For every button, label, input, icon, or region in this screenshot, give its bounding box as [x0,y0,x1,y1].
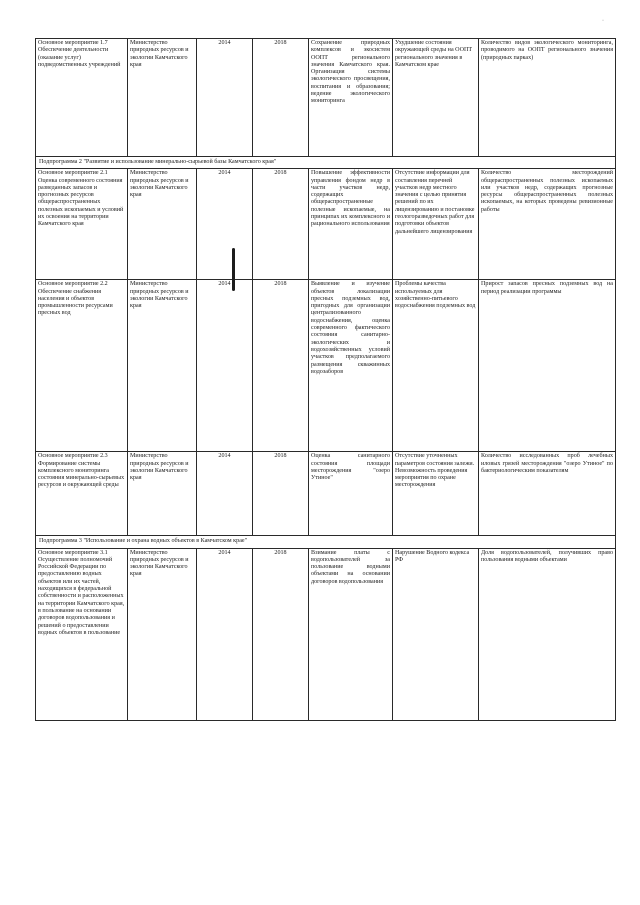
indicator-cell: Количество исследованных проб лечебных иловых грязей месторождения "озеро Утиное" по бактериологическим показателям [479,452,616,536]
executor-cell: Министерство природных ресурсов и экологии Камчатского края [128,548,197,720]
result-cell: Оценка санитарного состояния площади месторождения "озеро Утиное" [309,452,393,536]
start-year-cell: 2014 [197,548,253,720]
event-cell: Основное мероприятие 2.3 Формирование системы комплексного мониторинга состояния минерально-сырьевых ресурсов и окружающей среды [36,452,128,536]
table-row [36,452,616,536]
consequence-cell: Нарушение Водного кодекса РФ [393,548,479,720]
end-year-cell: 2018 [253,169,309,280]
event-cell: Основное мероприятие 2.2 Обеспечение снабжения населения и объектов промышленности ресурсами пресных вод [36,280,128,452]
end-year-cell: 2018 [253,39,309,157]
event-cell: Основное мероприятие 3.1 Осуществление полномочий Российской Федерации по предоставлению водных объектов или их частей, находящихся в федеральной собственности и расположенных на территории Камчатского края, в пользование на основании договоров водопользования и решений о предоставлении водных объектов в пользование [36,548,128,720]
start-year-cell: 2014 [197,452,253,536]
end-year-cell: 2018 [253,452,309,536]
table-row [36,169,616,280]
subprogram-row [36,157,616,169]
consequence-cell: Проблемы качества используемых для хозяйственно-питьевого водоснабжения подземных вод [393,280,479,452]
subprogram-title: Подпрограмма 2 "Развитие и использование минерально-сырьевой базы Камчатского края" [36,157,616,169]
pen-stroke-mark [232,248,235,291]
indicator-cell: Прирост запасов пресных подземных вод на период реализации программы [479,280,616,452]
start-year-cell: 2014 [197,39,253,157]
event-cell: Основное мероприятие 2.1 Оценка современного состояния разведанных запасов и прогнозных ресурсов общераспространенных полезных ископаемых и условий их освоения на территории Камчатского края [36,169,128,280]
end-year-cell: 2018 [253,548,309,720]
consequence-cell: Отсутствие уточненных параметров состояния залежи. Невозможность проведения мероприятия по охране месторождения [393,452,479,536]
start-year-cell: 2014 [197,169,253,280]
indicator-cell: Количество видов экологического мониторинга, проводимого на ООПТ регионального значения (природных парках) [479,39,616,157]
program-events-table [35,38,616,721]
executor-cell: Министерство природных ресурсов и экологии Камчатского края [128,39,197,157]
table-row [36,280,616,452]
result-cell: Взимание платы с водопользователей за пользование водными объектами на основании договоров водопользования [309,548,393,720]
event-cell: Основное мероприятие 1.7 Обеспечение деятельности (оказание услуг) подведомственных учреждений [36,39,128,157]
result-cell [309,39,393,157]
table-row [36,39,616,157]
start-year-cell: 2014 [197,280,253,452]
executor-cell: Министерство природных ресурсов и экологии Камчатского края [128,169,197,280]
executor-cell: Министерство природных ресурсов и экологии Камчатского края [128,452,197,536]
consequence-cell: Отсутствие информации для составления перечней участков недр местного значения с целью принятия решений по их лицензированию и постановке геологоразведочных работ для подготовки объектов дальнейшего лицензирования [393,169,479,280]
result-text: Сохранение природных комплексов и экосистем ООПТ регионального значения Камчатского края. Организация системы экологического просвещения, воспитания и образования; ведение экологического мониторинга [311,40,390,105]
indicator-cell: Количество месторождений общераспространенных полезных ископаемых или участков недр, содержащих прогнозные ресурсы общераспространенных полезных ископаемых, на которых проведены ревизионные работы [479,169,616,280]
consequence-cell: Ухудшение состояния окружающей среды на ООПТ регионального значения в Камчатском крае [393,39,479,157]
subprogram-title: Подпрограмма 3 "Использование и охрана водных объектов в Камчатском крае" [36,536,616,548]
indicator-cell: Доля водопользователей, получивших право пользования водными объектами [479,548,616,720]
executor-cell: Министерство природных ресурсов и экологии Камчатского края [128,280,197,452]
end-year-cell: 2018 [253,280,309,452]
subprogram-row [36,536,616,548]
table-row [36,548,616,720]
corner-mark: · [602,18,604,24]
result-cell: Повышение эффективности управления фондом недр в части участков недр, содержащих общераспространенные полезные ископаемые, на принципах их комплексного и рационального использования [309,169,393,280]
result-cell: Выявление и изучение объектов локализации пресных подземных вод, пригодных для организации централизованного водоснабжения, оценка современного фактического состояния санитарно-экологических и водохозяйственных условий участков предполагаемого размещения скважинных водозаборов [309,280,393,452]
